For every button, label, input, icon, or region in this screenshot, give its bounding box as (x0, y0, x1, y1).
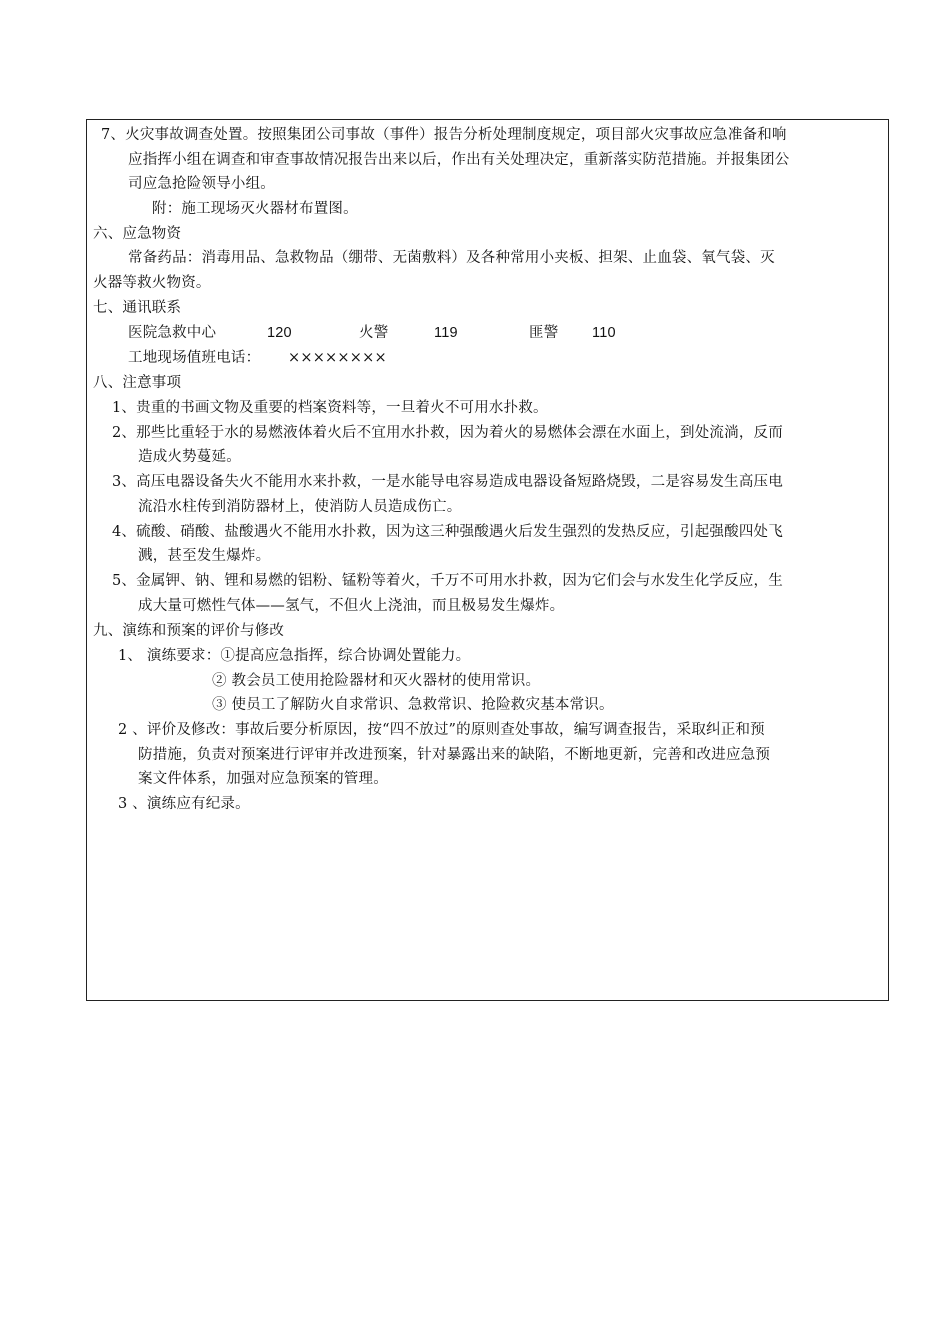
police-number: 110 (592, 325, 616, 341)
section6-line-2: 火器等救火物资。 (93, 275, 211, 291)
notice-item-1: 1、贵重的书画文物及重要的档案资料等，一旦着火不可用水扑救。 (112, 400, 548, 416)
fire-label: 火警 (359, 325, 389, 341)
section8-heading: 八、注意事项 (93, 375, 182, 391)
attachment-note: 附：施工现场灭火器材布置图。 (152, 201, 358, 217)
section7-line-1: 7、火灾事故调查处置。按照集团公司事故（事件）报告分析处理制度规定，项目部火灾事故应急准备和响 (101, 127, 787, 143)
fire-number: 119 (434, 325, 458, 341)
duty-phone-number: ×××××××× (288, 350, 387, 366)
notice-item-3-line-1: 3、高压电器设备失火不能用水来扑救，一是水能导电容易造成电器设备短路烧毁，二是容易发生高压电 (112, 474, 783, 490)
notice-item-5-line-1: 5、金属钾、钠、锂和易燃的铝粉、锰粉等着火，千万不可用水扑救，因为它们会与水发生化学反应，生 (112, 573, 783, 589)
evaluation-line-2: 防措施，负责对预案进行评审并改进预案，针对暴露出来的缺陷，不断地更新，完善和改进应急预 (138, 747, 771, 763)
hospital-label: 医院急救中心 (128, 325, 217, 341)
notice-item-4-line-2: 溅，甚至发生爆炸。 (138, 548, 271, 564)
notice-item-4-line-1: 4、硫酸、硝酸、盐酸遇火不能用水扑救，因为这三种强酸遇火后发生强烈的发热反应，引起强酸四处飞 (112, 524, 783, 540)
police-label: 匪警 (529, 325, 559, 341)
evaluation-line-3: 案文件体系，加强对应急预案的管理。 (138, 771, 388, 787)
notice-item-2-line-1: 2、那些比重轻于水的易燃液体着火后不宜用水扑救，因为着火的易燃体会漂在水面上，到处流淌，反而 (112, 425, 783, 441)
drill-requirement-1: 1、 演练要求：①提高应急指挥，综合协调处置能力。 (118, 648, 471, 664)
section9-heading: 九、演练和预案的评价与修改 (93, 623, 285, 639)
drill-requirement-2: ② 教会员工使用抢险器材和灭火器材的使用常识。 (212, 673, 541, 689)
section7-line-2: 应指挥小组在调查和审查事故情况报告出来以后，作出有关处理决定，重新落实防范措施。并报集团公 (128, 152, 790, 168)
drill-requirement-3: ③ 使员工了解防火自求常识、急救常识、抢险救灾基本常识。 (212, 697, 614, 713)
duty-phone-label: 工地现场值班电话： (128, 350, 261, 366)
notice-item-2-line-2: 造成火势蔓延。 (138, 449, 241, 465)
section6-heading: 六、应急物资 (93, 226, 182, 242)
section7-line-3: 司应急抢险领导小组。 (128, 176, 275, 192)
notice-item-3-line-2: 流沿水柱传到消防器材上，使消防人员造成伤亡。 (138, 499, 462, 515)
drill-record-note: 3 、演练应有纪录。 (118, 796, 250, 812)
section7b-heading: 七、通讯联系 (93, 300, 182, 316)
evaluation-line-1: 2 、评价及修改：事故后要分析原因，按“四不放过”的原则查处事故，编写调查报告，采取纠正和预 (118, 722, 765, 738)
hospital-number: 120 (267, 325, 292, 341)
section6-line-1: 常备药品：消毒用品、急救物品（绷带、无菌敷料）及各种常用小夹板、担架、止血袋、氧气袋、灭 (128, 250, 775, 266)
notice-item-5-line-2: 成大量可燃性气体——氢气，不但火上浇油，而且极易发生爆炸。 (138, 598, 565, 614)
